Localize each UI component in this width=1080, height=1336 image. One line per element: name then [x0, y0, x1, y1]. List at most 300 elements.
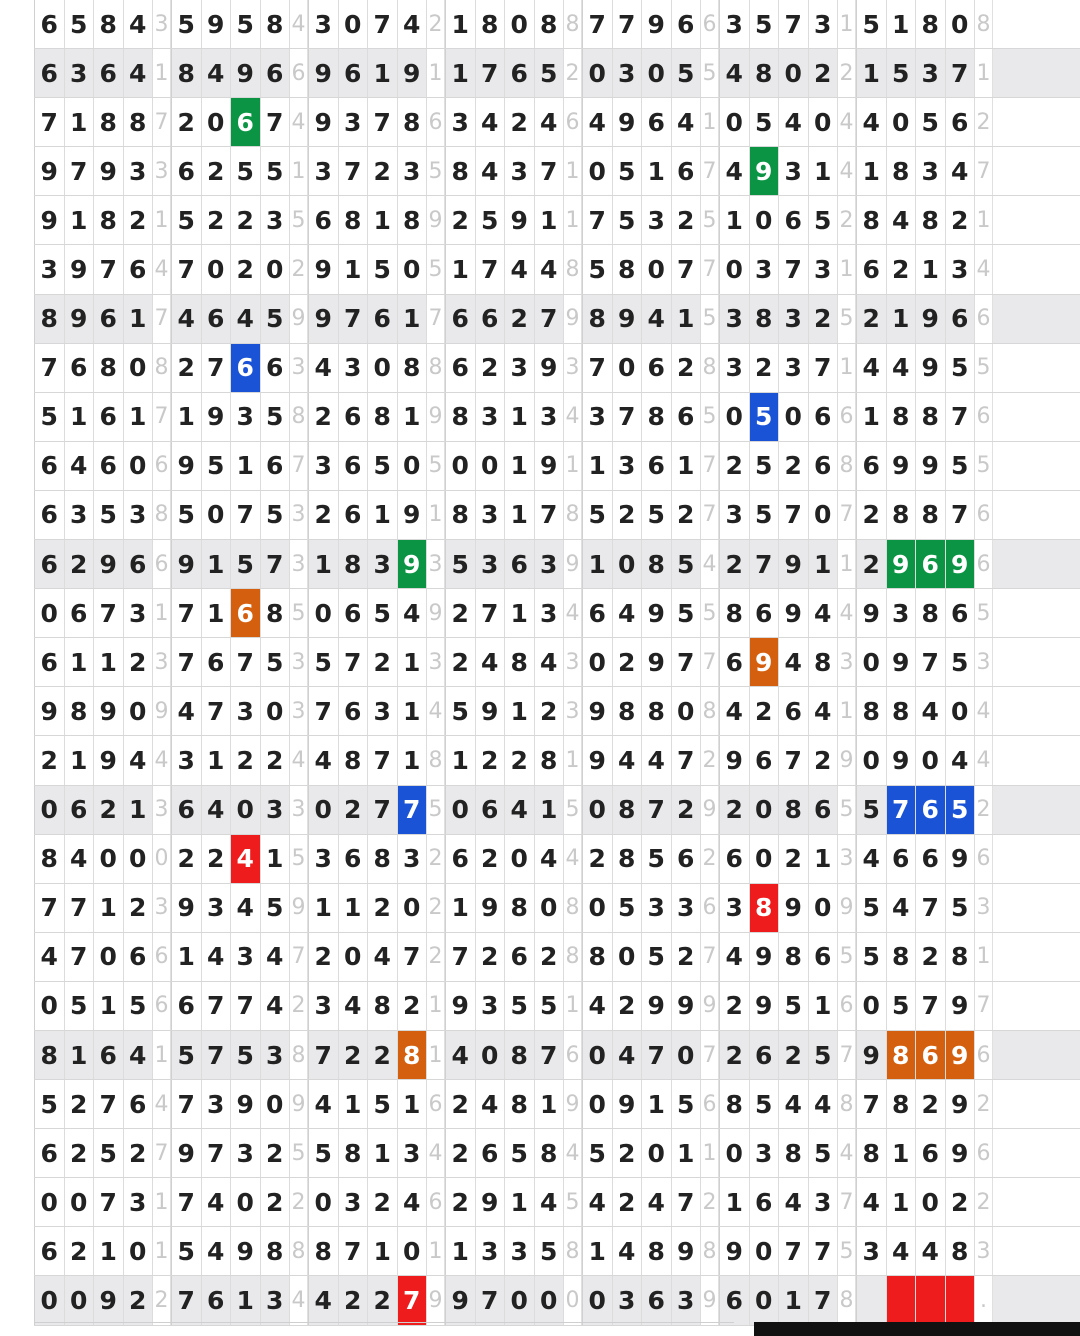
digit-cell: 6 — [35, 1227, 65, 1275]
digit-group — [445, 0, 582, 48]
separator-digit: 7 — [701, 442, 719, 490]
separator-digit: 3 — [564, 344, 582, 392]
digit-cell: 6 — [476, 295, 506, 343]
digit-group — [34, 147, 171, 195]
digit-cell: 5 — [750, 98, 780, 146]
digit-cell: 7 — [35, 884, 65, 932]
digit-cell: 6 — [750, 589, 780, 637]
digit-group — [171, 147, 308, 195]
digit-cell: 7 — [535, 295, 565, 343]
digit-cell: 0 — [398, 245, 428, 293]
digit-cell: 5 — [368, 442, 398, 490]
grid-row — [34, 1227, 1080, 1276]
digit-cell: 2 — [368, 1276, 398, 1324]
grid-row — [34, 540, 1080, 589]
digit-cell: 6 — [35, 491, 65, 539]
separator-digit: 5 — [701, 295, 719, 343]
digit-cell: 4 — [613, 1227, 643, 1275]
digit-cell: 7 — [583, 0, 613, 48]
digit-cell: 7 — [339, 1227, 369, 1275]
digit-cell: 8 — [35, 1031, 65, 1079]
separator-digit: 5 — [701, 589, 719, 637]
grid-row — [34, 442, 1080, 491]
highlighted-digit-cell: 9 — [750, 147, 780, 195]
digit-group — [719, 589, 856, 637]
separator-digit: 9 — [427, 589, 445, 637]
separator-digit: 1 — [427, 49, 445, 97]
digit-cell: 3 — [261, 1276, 291, 1324]
digit-group — [719, 1227, 856, 1275]
digit-cell: 9 — [476, 687, 506, 735]
digit-cell: 2 — [505, 295, 535, 343]
digit-group — [445, 933, 582, 981]
digit-cell: 8 — [309, 1227, 339, 1275]
separator-digit: 1 — [427, 982, 445, 1030]
digit-cell: 3 — [261, 1031, 291, 1079]
digit-cell: 1 — [398, 1080, 428, 1128]
digit-cell: 9 — [672, 1227, 702, 1275]
digit-cell: 6 — [339, 393, 369, 441]
digit-cell: 4 — [124, 0, 154, 48]
digit-cell: 1 — [65, 1031, 95, 1079]
separator-digit: 7 — [975, 982, 993, 1030]
digit-cell: 4 — [309, 736, 339, 784]
digit-cell: 5 — [65, 982, 95, 1030]
digit-group — [308, 1276, 445, 1324]
digit-cell: 3 — [261, 786, 291, 834]
digit-cell: 7 — [172, 589, 202, 637]
separator-digit: 4 — [564, 589, 582, 637]
digit-cell: 9 — [642, 589, 672, 637]
separator-digit: 6 — [153, 442, 171, 490]
digit-cell: 5 — [916, 98, 946, 146]
digit-cell — [857, 1276, 887, 1324]
digit-cell: 4 — [202, 1227, 232, 1275]
digit-cell: 7 — [231, 982, 261, 1030]
digit-cell: 1 — [339, 1080, 369, 1128]
digit-cell: 5 — [857, 0, 887, 48]
digit-cell: 2 — [172, 835, 202, 883]
digit-cell: 2 — [887, 245, 917, 293]
digit-cell: 9 — [65, 245, 95, 293]
separator-digit: 7 — [701, 245, 719, 293]
digit-cell: 7 — [946, 491, 976, 539]
digit-cell: 2 — [339, 1031, 369, 1079]
digit-cell: 0 — [35, 589, 65, 637]
digit-cell: 8 — [887, 147, 917, 195]
digit-cell: 0 — [124, 835, 154, 883]
digit-cell: 5 — [857, 933, 887, 981]
digit-cell: 3 — [398, 147, 428, 195]
digit-cell: 5 — [65, 0, 95, 48]
digit-cell: 0 — [35, 1276, 65, 1324]
highlighted-digit-cell: 6 — [916, 786, 946, 834]
digit-cell: 6 — [94, 49, 124, 97]
separator-digit: 2 — [290, 982, 308, 1030]
separator-digit: 9 — [427, 1276, 445, 1324]
separator-digit: 6 — [701, 0, 719, 48]
digit-group — [719, 736, 856, 784]
digit-cell: 9 — [94, 687, 124, 735]
digit-group — [719, 147, 856, 195]
digit-cell: 6 — [809, 933, 839, 981]
digit-cell: 5 — [809, 1129, 839, 1177]
digit-cell: 0 — [202, 98, 232, 146]
digit-cell: 7 — [642, 1031, 672, 1079]
digit-cell: 5 — [124, 982, 154, 1030]
separator-digit: 8 — [564, 0, 582, 48]
digit-group — [445, 884, 582, 932]
digit-cell: 8 — [535, 0, 565, 48]
digit-group — [582, 98, 719, 146]
digit-cell: 3 — [309, 835, 339, 883]
digit-cell: 0 — [583, 49, 613, 97]
digit-group — [856, 835, 993, 883]
digit-group — [719, 1080, 856, 1128]
digit-cell: 2 — [857, 540, 887, 588]
digit-cell: 1 — [642, 1080, 672, 1128]
digit-cell: 7 — [231, 491, 261, 539]
digit-cell: 1 — [505, 1178, 535, 1226]
digit-cell: 7 — [476, 589, 506, 637]
digit-cell: 5 — [583, 245, 613, 293]
digit-group — [34, 933, 171, 981]
digit-cell: 0 — [398, 1227, 428, 1275]
digit-cell: 6 — [720, 638, 750, 686]
digit-cell: 3 — [231, 393, 261, 441]
digit-cell: 1 — [368, 1129, 398, 1177]
digit-cell: 2 — [613, 638, 643, 686]
digit-cell: 7 — [857, 1080, 887, 1128]
digit-cell: 0 — [124, 442, 154, 490]
digit-group — [171, 687, 308, 735]
digit-cell: 5 — [261, 393, 291, 441]
digit-group — [445, 344, 582, 392]
separator-digit: 1 — [153, 49, 171, 97]
digit-cell: 6 — [94, 1031, 124, 1079]
highlighted-digit-cell: 5 — [946, 786, 976, 834]
digit-cell: 1 — [368, 196, 398, 244]
separator-digit: 5 — [290, 196, 308, 244]
digit-cell: 4 — [779, 98, 809, 146]
separator-digit: 9 — [701, 786, 719, 834]
digit-group — [719, 245, 856, 293]
digit-cell: 7 — [916, 638, 946, 686]
digit-cell: 7 — [476, 1276, 506, 1324]
digit-group — [171, 0, 308, 48]
digit-group — [856, 884, 993, 932]
separator-digit: 3 — [564, 687, 582, 735]
digit-cell: 4 — [476, 638, 506, 686]
separator-digit: 7 — [838, 1031, 856, 1079]
digit-cell: 7 — [65, 933, 95, 981]
digit-cell: 8 — [887, 491, 917, 539]
digit-cell: 1 — [887, 1129, 917, 1177]
digit-group — [171, 1178, 308, 1226]
digit-group — [445, 982, 582, 1030]
digit-group — [308, 98, 445, 146]
digit-cell: 5 — [750, 442, 780, 490]
digit-cell: 6 — [476, 786, 506, 834]
digit-cell: 0 — [398, 884, 428, 932]
digit-cell: 6 — [672, 393, 702, 441]
digit-group — [171, 1080, 308, 1128]
digit-cell: 2 — [65, 1227, 95, 1275]
digit-cell: 7 — [65, 884, 95, 932]
digit-cell: 0 — [35, 786, 65, 834]
digit-cell: 4 — [231, 295, 261, 343]
digit-cell: 1 — [124, 786, 154, 834]
digit-group — [34, 1080, 171, 1128]
digit-cell: 0 — [642, 245, 672, 293]
separator-digit: 3 — [153, 786, 171, 834]
digit-cell: 1 — [809, 982, 839, 1030]
digit-group — [171, 933, 308, 981]
digit-cell: 8 — [94, 0, 124, 48]
digit-cell: 7 — [202, 687, 232, 735]
separator-digit: 3 — [290, 786, 308, 834]
digit-cell: 9 — [750, 933, 780, 981]
digit-cell: 7 — [35, 344, 65, 392]
digit-cell: 4 — [476, 1080, 506, 1128]
digit-group — [856, 1129, 993, 1177]
grid-row — [34, 982, 1080, 1031]
digit-cell: 2 — [94, 786, 124, 834]
grid-row — [34, 1276, 1080, 1325]
digit-group — [34, 393, 171, 441]
separator-digit: 8 — [564, 1227, 582, 1275]
digit-cell: 7 — [809, 1276, 839, 1324]
separator-digit: 6 — [838, 982, 856, 1030]
digit-cell: 4 — [124, 736, 154, 784]
digit-cell: 0 — [916, 1178, 946, 1226]
digit-cell: 4 — [887, 884, 917, 932]
highlighted-digit-cell: 8 — [887, 1031, 917, 1079]
separator-digit: 4 — [290, 736, 308, 784]
digit-cell: 8 — [887, 393, 917, 441]
digit-cell: 0 — [750, 196, 780, 244]
digit-cell: 1 — [642, 147, 672, 195]
digit-cell: 9 — [446, 982, 476, 1030]
digit-cell: 3 — [672, 884, 702, 932]
digit-cell: 5 — [446, 687, 476, 735]
digit-group — [856, 1031, 993, 1079]
digit-group — [719, 540, 856, 588]
digit-cell: 0 — [613, 344, 643, 392]
digit-cell: 9 — [172, 540, 202, 588]
digit-cell: 5 — [946, 344, 976, 392]
digit-cell: 4 — [172, 687, 202, 735]
digit-cell: 7 — [35, 98, 65, 146]
separator-digit: 1 — [838, 245, 856, 293]
digit-cell: 7 — [231, 638, 261, 686]
digit-cell: 4 — [887, 344, 917, 392]
separator-digit: 1 — [564, 736, 582, 784]
digit-group — [308, 835, 445, 883]
grid-row — [34, 147, 1080, 196]
digit-cell: 2 — [720, 1031, 750, 1079]
separator-digit: 2 — [975, 1080, 993, 1128]
separator-digit: 3 — [153, 884, 171, 932]
digit-cell: 9 — [398, 49, 428, 97]
digit-cell: 9 — [857, 1031, 887, 1079]
separator-digit: 5 — [701, 393, 719, 441]
digit-cell: 4 — [642, 295, 672, 343]
digit-cell: 4 — [231, 884, 261, 932]
digit-cell: 2 — [368, 884, 398, 932]
digit-cell: 8 — [398, 196, 428, 244]
digit-cell: 9 — [231, 49, 261, 97]
highlighted-digit-cell: 6 — [916, 1031, 946, 1079]
highlighted-digit-cell: 4 — [231, 835, 261, 883]
digit-cell: 4 — [124, 49, 154, 97]
separator-digit: 7 — [153, 98, 171, 146]
separator-digit: 5 — [290, 589, 308, 637]
digit-cell: 4 — [398, 589, 428, 637]
separator-digit: 8 — [564, 933, 582, 981]
digit-cell: 1 — [505, 393, 535, 441]
separator-digit: 5 — [701, 196, 719, 244]
digit-cell: 6 — [94, 393, 124, 441]
digit-cell: 6 — [172, 147, 202, 195]
digit-cell: 9 — [946, 982, 976, 1030]
digit-cell: 3 — [124, 491, 154, 539]
digit-cell: 1 — [398, 687, 428, 735]
digit-cell: 9 — [583, 687, 613, 735]
digit-cell: 0 — [750, 1276, 780, 1324]
digit-cell: 8 — [505, 638, 535, 686]
highlighted-digit-cell: 9 — [398, 540, 428, 588]
digit-cell: 4 — [583, 98, 613, 146]
digit-cell: 4 — [535, 835, 565, 883]
digit-group — [445, 736, 582, 784]
digit-cell: 7 — [613, 0, 643, 48]
digit-cell: 1 — [94, 884, 124, 932]
separator-digit: 1 — [838, 0, 856, 48]
digit-cell: 4 — [446, 1031, 476, 1079]
grid-row — [34, 638, 1080, 687]
digit-cell: 6 — [339, 442, 369, 490]
digit-group — [308, 1080, 445, 1128]
separator-digit: 4 — [975, 687, 993, 735]
digit-cell: 3 — [535, 393, 565, 441]
digit-cell: 0 — [446, 442, 476, 490]
digit-group — [445, 638, 582, 686]
separator-digit: 7 — [153, 393, 171, 441]
digit-cell: 8 — [65, 687, 95, 735]
digit-cell: 2 — [505, 98, 535, 146]
digit-cell: 0 — [583, 1276, 613, 1324]
highlighted-digit-cell: 9 — [946, 1031, 976, 1079]
digit-cell: 2 — [613, 1129, 643, 1177]
digit-cell: 9 — [309, 49, 339, 97]
digit-group — [856, 1178, 993, 1226]
digit-cell: 8 — [583, 295, 613, 343]
highlighted-digit-cell — [916, 1276, 946, 1324]
digit-cell: 6 — [35, 540, 65, 588]
digit-cell: 2 — [172, 98, 202, 146]
digit-cell: 0 — [916, 736, 946, 784]
separator-digit: 2 — [975, 786, 993, 834]
digit-cell: 1 — [339, 884, 369, 932]
digit-cell: 2 — [505, 736, 535, 784]
digit-cell: 3 — [476, 491, 506, 539]
digit-cell: 8 — [505, 884, 535, 932]
separator-digit: 3 — [290, 638, 308, 686]
digit-cell: 2 — [857, 295, 887, 343]
digit-cell: 5 — [887, 49, 917, 97]
digit-cell: 5 — [94, 1129, 124, 1177]
digit-cell: 9 — [583, 736, 613, 784]
digit-group — [719, 442, 856, 490]
digit-cell: 8 — [916, 196, 946, 244]
digit-cell: 3 — [124, 589, 154, 637]
digit-cell: 2 — [446, 589, 476, 637]
digit-cell: 3 — [946, 245, 976, 293]
digit-group — [582, 491, 719, 539]
digit-group — [308, 687, 445, 735]
digit-cell: 2 — [720, 442, 750, 490]
digit-cell: 3 — [231, 1129, 261, 1177]
digit-cell: 6 — [505, 49, 535, 97]
digit-cell: 8 — [261, 589, 291, 637]
separator-digit: 0 — [153, 835, 171, 883]
digit-cell: 3 — [535, 540, 565, 588]
digit-cell: 0 — [857, 982, 887, 1030]
digit-group — [34, 1178, 171, 1226]
digit-cell: 5 — [857, 884, 887, 932]
digit-cell: 8 — [857, 687, 887, 735]
digit-cell: 4 — [309, 1276, 339, 1324]
digit-cell: 9 — [446, 1276, 476, 1324]
separator-digit: 6 — [975, 1129, 993, 1177]
digit-group — [34, 687, 171, 735]
digit-cell: 9 — [613, 1080, 643, 1128]
digit-cell: 2 — [946, 1178, 976, 1226]
digit-cell: 8 — [476, 0, 506, 48]
digit-cell: 7 — [202, 1031, 232, 1079]
digit-cell: 4 — [642, 736, 672, 784]
digit-cell: 5 — [309, 1129, 339, 1177]
digit-cell: 7 — [946, 49, 976, 97]
digit-cell: 2 — [35, 736, 65, 784]
number-grid — [34, 0, 1080, 1326]
digit-cell: 9 — [94, 1276, 124, 1324]
digit-cell: 8 — [583, 933, 613, 981]
separator-digit: 8 — [564, 884, 582, 932]
digit-cell: 5 — [642, 835, 672, 883]
separator-digit: 9 — [564, 295, 582, 343]
separator-digit: 7 — [290, 442, 308, 490]
digit-group — [719, 786, 856, 834]
separator-digit: 2 — [975, 98, 993, 146]
digit-group — [445, 540, 582, 588]
digit-group — [582, 49, 719, 97]
digit-cell: 1 — [857, 393, 887, 441]
digit-cell: 2 — [202, 147, 232, 195]
digit-cell: 7 — [916, 982, 946, 1030]
separator-digit: 4 — [975, 245, 993, 293]
grid-row — [34, 1129, 1080, 1178]
digit-cell: 8 — [613, 687, 643, 735]
digit-cell: 2 — [446, 196, 476, 244]
digit-cell: 6 — [857, 442, 887, 490]
digit-cell: 7 — [672, 736, 702, 784]
separator-digit: 3 — [427, 540, 445, 588]
separator-digit: 3 — [838, 638, 856, 686]
digit-group — [308, 884, 445, 932]
digit-cell: 0 — [231, 786, 261, 834]
